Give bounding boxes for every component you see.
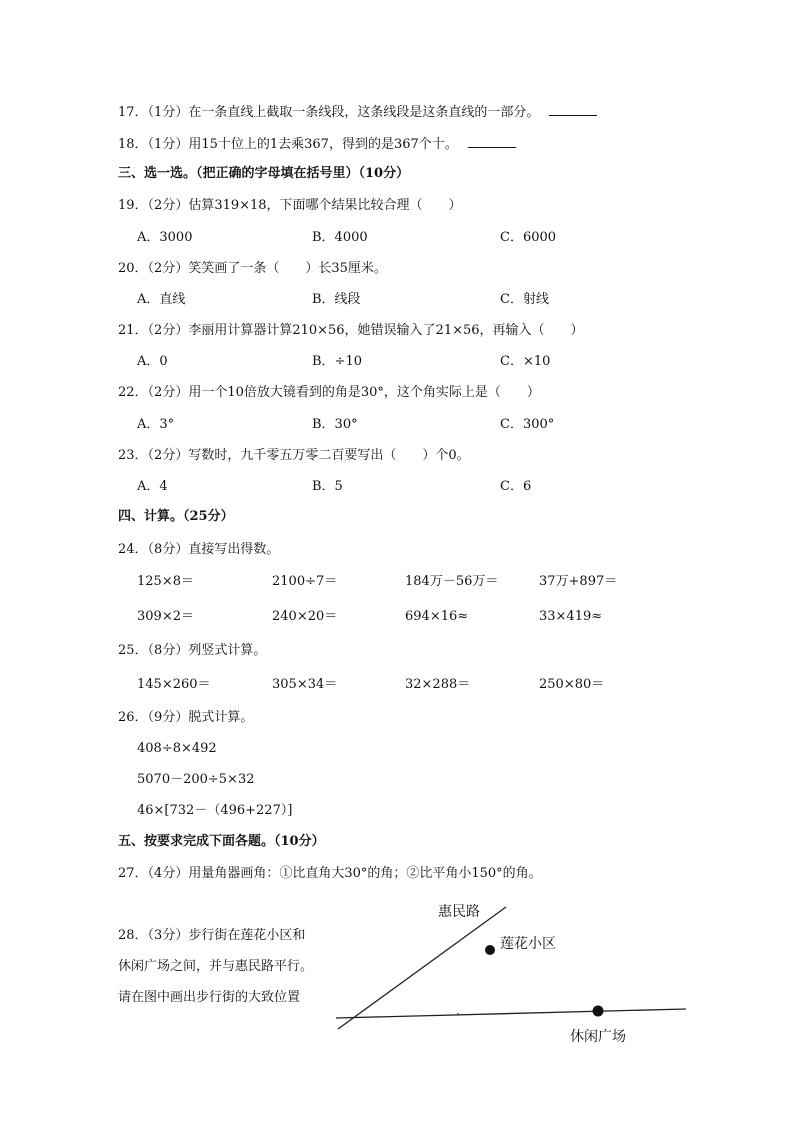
question-17 xyxy=(118,103,597,122)
q20-option-c[interactable]: C．射线 xyxy=(500,292,549,307)
lianhua-community-point xyxy=(485,945,495,955)
leisure-plaza-label: 休闲广场 xyxy=(570,1029,626,1045)
q20-option-b[interactable]: B．线段 xyxy=(312,292,361,307)
q24-item: 184万－56万＝ xyxy=(405,574,499,589)
huimin-road-label: 惠民路 xyxy=(438,904,480,920)
q26-item: 46×[732－（496+227）] xyxy=(137,803,293,818)
q24-item: 694×16≈ xyxy=(405,609,469,624)
section-5-heading: 五、按要求完成下面各题。（10分） xyxy=(118,834,325,849)
q23-option-c[interactable]: C．6 xyxy=(500,479,532,494)
q24-item: 240×20＝ xyxy=(272,609,338,624)
q24-item: 125×8＝ xyxy=(137,574,194,589)
q21-option-b[interactable]: B．÷10 xyxy=(312,354,362,369)
question-25-text: 25．（8分）列竖式计算。 xyxy=(118,643,267,658)
map-figure[interactable] xyxy=(330,895,700,1055)
lianhua-community-label: 莲花小区 xyxy=(500,936,556,952)
q20-option-a[interactable]: A．直线 xyxy=(137,292,186,307)
q26-item: 408÷8×492 xyxy=(137,741,217,756)
question-24-text: 24．（8分）直接写出得数。 xyxy=(118,542,280,557)
question-28-line-1: 28．（3分）步行街在莲花小区和 xyxy=(118,928,306,943)
question-23-text: 23．（2分）写数时，九千零五万零二百要写出（ ）个0。 xyxy=(118,448,470,463)
question-18-text: 18．（1分）用15十位上的1去乘367，得到的是367个十。 xyxy=(118,137,458,152)
q21-option-c[interactable]: C．×10 xyxy=(500,354,551,369)
q26-item: 5070－200÷5×32 xyxy=(137,772,255,787)
question-28-line-2: 休闲广场之间，并与惠民路平行。 xyxy=(118,959,314,974)
question-19-text: 19．（2分）估算319×18，下面哪个结果比较合理（ ） xyxy=(118,198,462,213)
q22-option-a[interactable]: A．3° xyxy=(137,417,175,432)
question-28-line-3: 请在图中画出步行街的大致位置 xyxy=(118,990,301,1005)
question-22-text: 22．（2分）用一个10倍放大镜看到的角是30°，这个角实际上是（ ） xyxy=(118,385,540,400)
q19-option-a[interactable]: A．3000 xyxy=(137,230,193,245)
answer-blank-17[interactable] xyxy=(549,103,597,116)
section-4-heading: 四、计算。（25分） xyxy=(118,509,234,524)
q24-item: 37万+897＝ xyxy=(539,574,618,589)
q23-option-b[interactable]: B．5 xyxy=(312,479,343,494)
section-3-heading: 三、选一选。（把正确的字母填在括号里）（10分） xyxy=(118,166,410,181)
question-17-text: 17．（1分）在一条直线上截取一条线段，这条线段是这条直线的一部分。 xyxy=(118,105,540,120)
q25-item: 250×80＝ xyxy=(539,677,605,692)
q24-item: 2100÷7＝ xyxy=(272,574,338,589)
answer-blank-18[interactable] xyxy=(468,135,516,148)
question-18 xyxy=(118,135,516,154)
q23-option-a[interactable]: A．4 xyxy=(137,479,168,494)
baseline-road-line xyxy=(336,1009,686,1018)
q22-option-c[interactable]: C．300° xyxy=(500,417,555,432)
leisure-plaza-point xyxy=(593,1006,604,1017)
q24-item: 33×419≈ xyxy=(539,609,603,624)
q25-item: 305×34＝ xyxy=(272,677,338,692)
question-26-text: 26．（9分）脱式计算。 xyxy=(118,710,254,725)
q21-option-a[interactable]: A．0 xyxy=(137,354,168,369)
q25-item: 32×288＝ xyxy=(405,677,471,692)
question-27-text: 27．（4分）用量角器画角：①比直角大30°的角；②比平角小150°的角。 xyxy=(118,866,542,881)
question-21-text: 21．（2分）李丽用计算器计算210×56，她错误输入了21×56，再输入（ ） xyxy=(118,323,584,338)
q19-option-b[interactable]: B．4000 xyxy=(312,230,368,245)
q19-option-c[interactable]: C．6000 xyxy=(500,230,557,245)
q25-item: 145×260＝ xyxy=(137,677,211,692)
q24-item: 309×2＝ xyxy=(137,609,194,624)
q22-option-b[interactable]: B．30° xyxy=(312,417,358,432)
huimin-road-line xyxy=(338,907,506,1029)
question-20-text: 20．（2分）笑笑画了一条（ ）长35厘米。 xyxy=(118,261,387,276)
